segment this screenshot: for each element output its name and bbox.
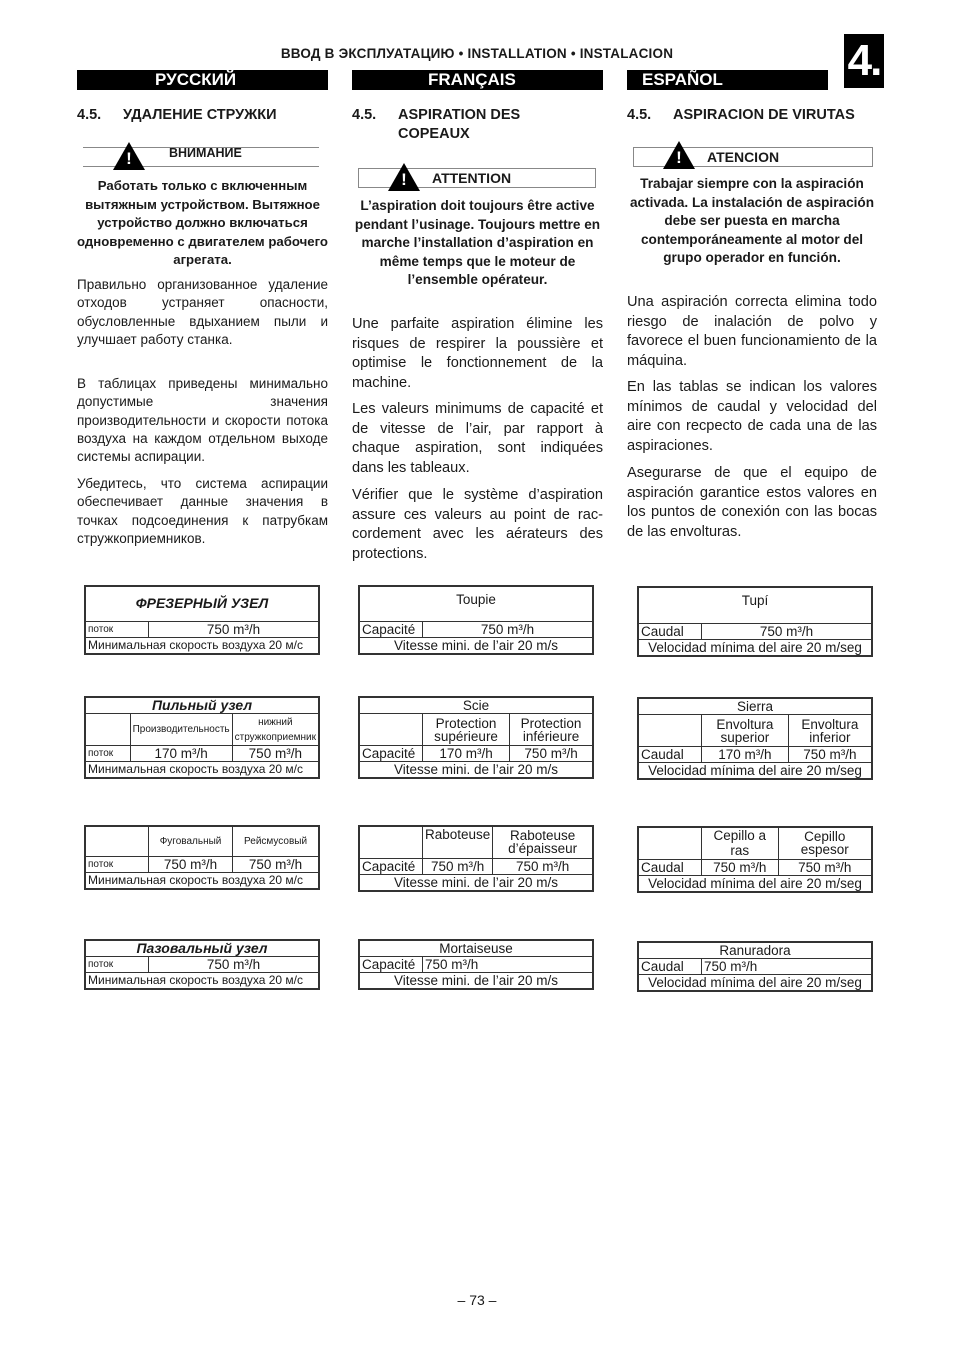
table-ru-planer <box>84 825 320 890</box>
paragraph-es-2: En las tablas se indican los valores mínimos de caudal y velocidad del aire con recpecto de cada una de las aspiraciones. <box>627 379 877 454</box>
col-header: Protection supérieure <box>423 714 510 746</box>
lang-label: FRANÇAIS <box>428 70 516 89</box>
paragraph-ru-1: Правильно организованное удаление отходов устраняет опасности, обусловленные вдыханием пыли и улучшает работу станка. <box>77 277 328 347</box>
speed-row: Vitesse mini. de l’air 20 m/s <box>359 973 593 990</box>
flow-value: 750 m³/h <box>149 957 320 973</box>
speed-row: Velocidad mínima del aire 20 m/seg <box>638 763 872 780</box>
flow-label: поток <box>85 621 149 637</box>
warning-label: ATENCION <box>707 149 780 165</box>
paragraph-fr-1: Une parfaite aspiration élimine les risques de respirer la poussière et optimise le fonctionnement de la machine. <box>352 316 603 391</box>
flow-value: 750 m³/h <box>423 858 493 874</box>
table-title: Scie <box>359 697 593 714</box>
speed-row: Velocidad mínima del aire 20 m/seg <box>638 639 872 656</box>
section-title-es <box>627 106 887 125</box>
speed-row: Минимальная скорость воздуха 20 м/с <box>85 637 319 654</box>
flow-label: Caudal <box>638 623 702 639</box>
paragraph-fr-3: Vérifier que le système d’aspiration assure ces valeurs au point de rac-cordement avec les aérateurs des protections. <box>352 487 603 562</box>
col-header: Рейсмусовый <box>233 826 319 856</box>
table-title: Пильный узел <box>85 697 319 714</box>
exclamation-icon: ! <box>676 148 682 167</box>
table-title: Ranuradora <box>638 942 872 959</box>
exclamation-icon: ! <box>126 149 132 168</box>
flow-value: 750 m³/h <box>702 959 873 975</box>
section-number: 4.5. <box>352 107 377 123</box>
table-title: Sierra <box>638 698 872 715</box>
col-header: Cepillo a ras <box>702 827 779 859</box>
table-title: Toupie <box>359 586 593 621</box>
lang-label: РУССКИЙ <box>155 70 237 89</box>
paragraph-es-3: Asegurarse de que el equipo de aspiración garantice estos valores en los puntos de conexión con las bocas de las envolturas. <box>627 465 877 540</box>
table-ru-milling <box>84 585 320 655</box>
flow-value: 750 m³/h <box>493 858 593 874</box>
warning-text-ru: Работать только с включенным вытяжным устройством. Вытяжное устройство должно включаться одновременно с двигателем рабочего агрегата. <box>77 178 328 267</box>
flow-label: Caudal <box>638 959 702 975</box>
flow-value: 750 m³/h <box>510 746 593 762</box>
flow-label: поток <box>85 957 149 973</box>
warning-box-es <box>633 141 873 171</box>
chapter-number: 4. <box>844 34 884 88</box>
flow-value: 170 m³/h <box>130 746 232 762</box>
table-title: ФРЕЗЕРНЫЙ УЗЕЛ <box>85 586 319 621</box>
flow-value: 750 m³/h <box>778 859 872 875</box>
table-title: Пазовальный узел <box>85 940 319 957</box>
running-header: ВВОД В ЭКСПЛУАТАЦИЮ • INSTALLATION • INSTALACION <box>280 46 674 61</box>
col-header: Envoltura superior <box>702 715 789 747</box>
warning-label: ВНИМАНИЕ <box>169 146 242 160</box>
flow-value: 750 m³/h <box>149 856 233 872</box>
col-header: Envoltura inferior <box>788 715 872 747</box>
table-fr-scie <box>358 696 594 779</box>
paragraph-ru-3: Убедитесь, что система аспирации обеспечивает данные значения в точках подсоединения к патрубкам стружкоприемников. <box>77 476 328 546</box>
table-ru-mortiser <box>84 939 320 990</box>
flow-value: 750 m³/h <box>788 747 872 763</box>
lang-bar-russian <box>77 70 328 90</box>
paragraph-ru-2: В таблицах приведены минимально допустимые значения производительности и скорости потока воздуха на каждом отдельном выходе системы аспирации. <box>77 376 328 465</box>
flow-value: 750 m³/h <box>423 621 594 637</box>
flow-value: 170 m³/h <box>702 747 789 763</box>
speed-row: Vitesse mini. de l’air 20 m/s <box>359 637 593 654</box>
speed-row: Vitesse mini. de l’air 20 m/s <box>359 762 593 779</box>
flow-value: 750 m³/h <box>702 859 779 875</box>
table-es-cepillo <box>637 826 873 893</box>
exclamation-icon: ! <box>401 170 407 189</box>
speed-row: Velocidad mínima del aire 20 m/seg <box>638 975 872 992</box>
table-fr-raboteuse <box>358 825 594 892</box>
speed-row: Минимальная скорость воздуха 20 м/с <box>85 973 319 990</box>
warning-box-fr <box>358 163 598 193</box>
flow-value: 750 m³/h <box>702 623 873 639</box>
flow-label: Capacité <box>359 621 423 637</box>
warning-box-ru <box>83 142 323 172</box>
section-number: 4.5. <box>627 107 652 123</box>
paragraph-es-1: Una aspiración correcta elimina todo riesgo de inalación de polvo y favorece el buen funcionamiento de la máquina. <box>627 294 877 369</box>
flow-label: Capacité <box>359 858 423 874</box>
flow-label: поток <box>85 856 149 872</box>
speed-row: Velocidad mínima del aire 20 m/seg <box>638 875 872 892</box>
section-heading: УДАЛЕНИЕ СТРУЖКИ <box>123 107 277 123</box>
col-header: Cepillo espesor <box>778 827 872 859</box>
flow-value: 750 m³/h <box>233 856 319 872</box>
flow-label: Capacité <box>359 746 423 762</box>
table-title: Tupí <box>638 587 872 623</box>
col-header: Raboteuse <box>423 826 493 858</box>
lang-label: ESPAÑOL <box>642 70 723 89</box>
flow-value: 170 m³/h <box>423 746 510 762</box>
section-heading-line-2: COPEAUX <box>398 126 470 142</box>
section-heading-line-1: ASPIRATION DES <box>398 107 521 123</box>
col-header: Производительность <box>130 714 232 746</box>
table-es-tupi <box>637 586 873 657</box>
section-number: 4.5. <box>77 107 102 123</box>
warning-label: ATTENTION <box>432 170 512 186</box>
table-fr-toupie <box>358 585 594 655</box>
speed-row: Минимальная скорость воздуха 20 м/с <box>85 872 319 889</box>
paragraph-fr-2: Les valeurs minimums de capacité et de vitesse de l’air, par rapport à chaque aspiration, sont indiquées dans les tableaux. <box>352 401 603 476</box>
section-title-fr <box>352 106 603 144</box>
speed-row: Минимальная скорость воздуха 20 м/с <box>85 762 319 779</box>
section-heading: ASPIRACION DE VIRUTAS <box>673 107 855 123</box>
lang-bar-french <box>352 70 603 90</box>
flow-label: Capacité <box>359 957 423 973</box>
warning-text-fr: L’aspiration doit toujours être active pendant l’usinage. Toujours mettre en marche l’installation d’aspiration en même temps que le moteur de l’ensemble opérateur. <box>354 198 601 287</box>
table-es-ranuradora <box>637 941 873 992</box>
page-number: – 73 – <box>457 1292 497 1308</box>
col-header: нижний стружкоприемник <box>232 714 319 746</box>
section-title-ru <box>77 106 328 125</box>
table-es-sierra <box>637 697 873 780</box>
flow-label: поток <box>85 746 130 762</box>
warning-text-es: Trabajar siempre con la aspiración activada. La instalación de aspiración debe ser puesta en marcha contemporáneamente al motor del grupo operador en función. <box>629 176 875 265</box>
speed-row: Vitesse mini. de l’air 20 m/s <box>359 874 593 891</box>
flow-label: Caudal <box>638 747 702 763</box>
flow-label: Caudal <box>638 859 702 875</box>
flow-value: 750 m³/h <box>423 957 594 973</box>
col-header: Protection inférieure <box>510 714 593 746</box>
table-ru-saw <box>84 696 320 779</box>
flow-value: 750 m³/h <box>232 746 319 762</box>
table-title: Mortaiseuse <box>359 940 593 957</box>
col-header: Фуговальный <box>149 826 233 856</box>
flow-value: 750 m³/h <box>149 621 320 637</box>
table-fr-mortaiseuse <box>358 939 594 990</box>
col-header: Raboteuse d’épaisseur <box>493 826 593 858</box>
lang-bar-spanish <box>627 70 828 90</box>
